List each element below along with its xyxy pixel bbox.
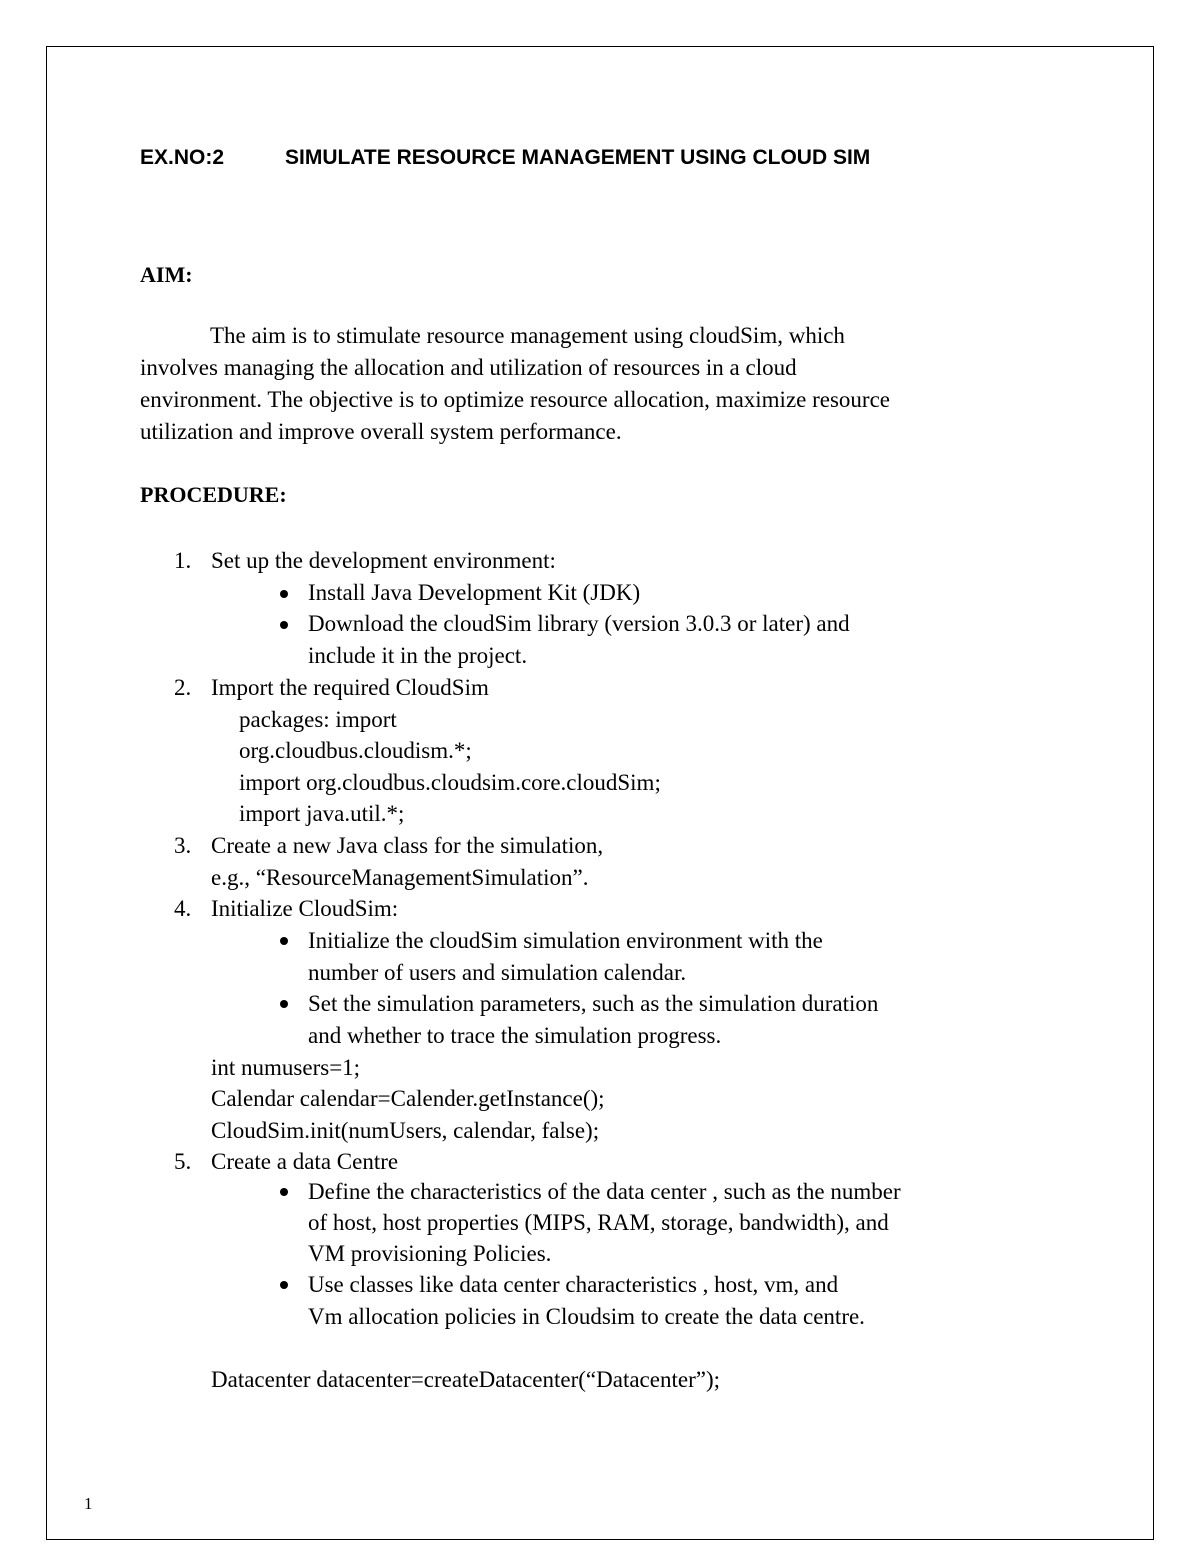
step-continuation: e.g., “ResourceManagementSimulation”. [211,865,589,890]
bullet-text: Vm allocation policies in Cloudsim to create the data centre. [308,1304,865,1329]
procedure-heading: PROCEDURE: [140,482,287,507]
aim-paragraph [140,320,1060,448]
bullet-icon [280,590,288,598]
code-line: Datacenter datacenter=createDatacenter(“Datacenter”); [211,1367,720,1392]
code-line: CloudSim.init(numUsers, calendar, false); [211,1118,600,1143]
bullet-text: Define the characteristics of the data center , such as the number [308,1179,901,1204]
step-number: 2. [174,675,192,700]
exercise-title: SIMULATE RESOURCE MANAGEMENT USING CLOUD SIM [285,146,871,169]
step-number: 1. [174,548,192,573]
bullet-text: Set the simulation parameters, such as the simulation duration [308,991,879,1016]
bullet-icon [280,1188,288,1196]
step-text: Initialize CloudSim: [211,896,399,921]
step-text: Set up the development environment: [211,548,556,573]
aim-line: involves managing the allocation and utilization of resources in a cloud [140,355,797,380]
code-line: org.cloudbus.cloudism.*; [239,738,472,763]
step-number: 3. [174,833,192,858]
page-number: 1 [84,1494,93,1513]
code-line: import org.cloudbus.cloudsim.core.cloudSim; [239,770,661,795]
bullet-text: VM provisioning Policies. [308,1241,552,1266]
step-text: Create a data Centre [211,1149,399,1174]
step-text: Create a new Java class for the simulation, [211,833,604,858]
bullet-icon [280,937,288,945]
bullet-icon [280,1281,288,1289]
page-title [140,146,870,170]
code-line: Calendar calendar=Calender.getInstance(); [211,1086,605,1111]
bullet-text: Use classes like data center characteristics , host, vm, and [308,1272,839,1297]
aim-heading: AIM: [140,262,193,287]
step-text: Import the required CloudSim [211,675,489,700]
aim-line: The aim is to stimulate resource management using cloudSim, which [210,323,845,348]
bullet-text: Install Java Development Kit (JDK) [308,580,641,605]
bullet-text: Initialize the cloudSim simulation environment with the [308,928,823,953]
exercise-number: EX.NO:2 [140,146,225,169]
bullet-text: of host, host properties (MIPS, RAM, storage, bandwidth), and [308,1210,889,1235]
code-line: int numusers=1; [211,1055,361,1080]
code-line: packages: import [239,707,397,732]
step-number: 4. [174,896,192,921]
bullet-text: and whether to trace the simulation progress. [308,1023,722,1048]
aim-line: utilization and improve overall system performance. [140,419,622,444]
step-number: 5. [174,1149,192,1174]
bullet-text: number of users and simulation calendar. [308,960,687,985]
bullet-icon [280,1000,288,1008]
bullet-text: Download the cloudSim library (version 3.0.3 or later) and [308,611,850,636]
code-line: import java.util.*; [239,801,405,826]
bullet-icon [280,621,288,629]
bullet-text: include it in the project. [308,643,528,668]
aim-line: environment. The objective is to optimize resource allocation, maximize resource [140,387,891,412]
